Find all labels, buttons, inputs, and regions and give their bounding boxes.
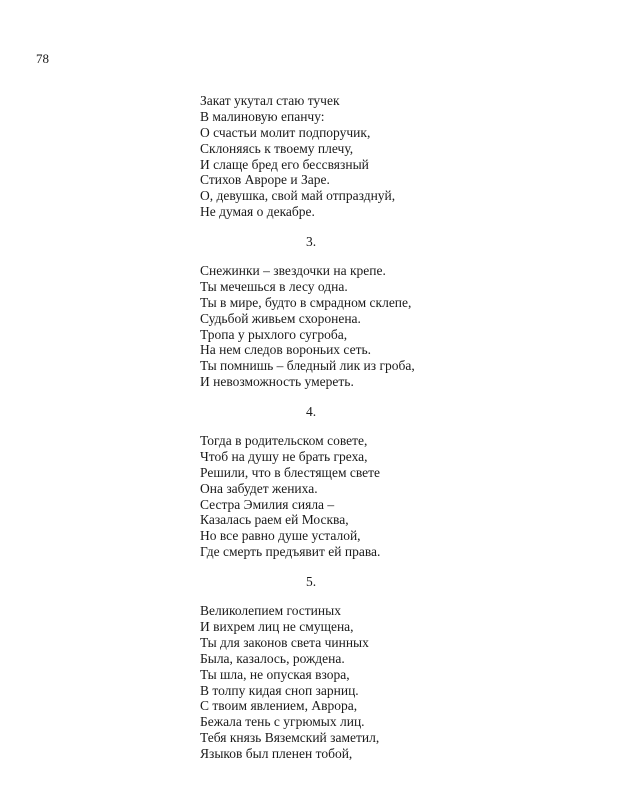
- stanza-5: [200, 574, 530, 762]
- poem-line: Языков был пленен тобой,: [200, 746, 353, 762]
- section-number: 4.: [305, 404, 317, 420]
- stanza-4: [200, 404, 530, 560]
- poem-line: Великолепием гостиных: [200, 603, 341, 619]
- poem-line: Ты в мире, будто в смрадном склепе,: [200, 294, 412, 310]
- stanza-3: [200, 234, 530, 390]
- poem-line: Судьбой живьем схоронена.: [200, 310, 361, 326]
- poem-line: И невозможность умереть.: [200, 374, 354, 390]
- section-number: 5.: [305, 574, 317, 590]
- poem-line: О счастьи молит подпоручик,: [200, 124, 371, 140]
- poem-line: Ты помнишь – бледный лик из гроба,: [200, 358, 415, 374]
- poem-line: О, девушка, свой май отпразднуй,: [200, 188, 396, 204]
- poem-line: Не думая о декабре.: [200, 204, 315, 220]
- poem-line: Ты мечешься в лесу одна.: [200, 278, 348, 294]
- poem-line: Ты для законов света чинных: [200, 634, 369, 650]
- poem-line: Но все равно душе усталой,: [200, 528, 361, 544]
- poem-line: Чтоб на душу не брать греха,: [200, 448, 368, 464]
- poem-line: Закат укутал стаю тучек: [200, 93, 340, 108]
- poem-line: Склоняясь к твоему плечу,: [200, 140, 354, 156]
- poem-line: С твоим явлением, Аврора,: [200, 698, 358, 714]
- poem-line: И слаще бред его бессвязный: [200, 156, 369, 172]
- poem-line: Казалась раем ей Москва,: [200, 512, 349, 528]
- poem-line: Решили, что в блестящем свете: [200, 464, 381, 480]
- poem-line: В толпу кидая сноп зарниц.: [200, 682, 359, 698]
- section-number: 3.: [305, 234, 317, 250]
- poem-line: В малиновую епанчу:: [200, 108, 325, 124]
- poem-line: Тебя князь Вяземский заметил,: [200, 730, 380, 746]
- poem-line: И вихрем лиц не смущена,: [200, 618, 354, 634]
- stanza-2-continued: [200, 93, 530, 220]
- poem-line: Снежинки – звездочки на крепе.: [200, 263, 386, 279]
- page-number: 78: [36, 51, 49, 66]
- poem-line: Бежала тень с угрюмых лиц.: [200, 714, 365, 730]
- poem-line: Стихов Авроре и Заре.: [200, 172, 330, 188]
- poem-body: [200, 93, 530, 762]
- poem-line: На нем следов вороньих сеть.: [200, 342, 372, 358]
- poem-line: Была, казалось, рождена.: [200, 650, 345, 666]
- poem-line: Тогда в родительском совете,: [200, 433, 368, 449]
- poem-line: Где смерть предъявит ей права.: [200, 544, 381, 560]
- poem-line: Тропа у рыхлого сугроба,: [200, 326, 348, 342]
- poem-line: Она забудет жениха.: [200, 480, 318, 496]
- poem-line: Ты шла, не опуская взора,: [200, 666, 350, 682]
- poem-line: Сестра Эмилия сияла –: [200, 496, 335, 512]
